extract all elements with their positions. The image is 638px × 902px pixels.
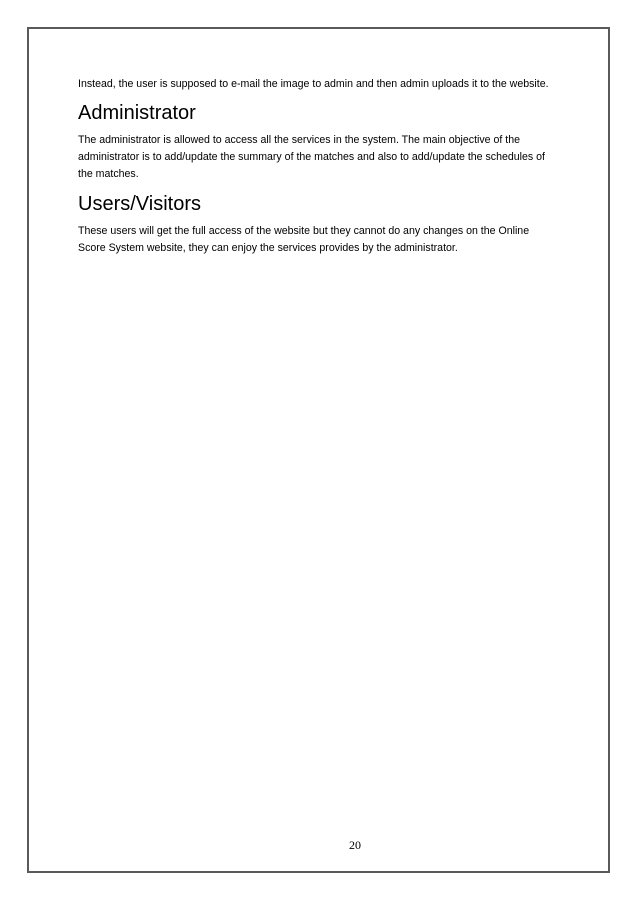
- page-number: 20: [349, 838, 361, 852]
- section-body-administrator: The administrator is allowed to access all the services in the system. The main objective of the administrator is to add/update the summary of the matches and also to add/update the schedules of the matches.: [78, 134, 545, 180]
- section-body-users-visitors: These users will get the full access of the website but they cannot do any changes on the Online Score System website, they can enjoy the services provides by the administrator.: [78, 225, 530, 254]
- section-heading-administrator: Administrator: [78, 102, 196, 124]
- document-body: [78, 76, 558, 257]
- section-heading-users-visitors: Users/Visitors: [78, 193, 201, 215]
- intro-paragraph: Instead, the user is supposed to e-mail the image to admin and then admin uploads it to the website.: [78, 78, 549, 90]
